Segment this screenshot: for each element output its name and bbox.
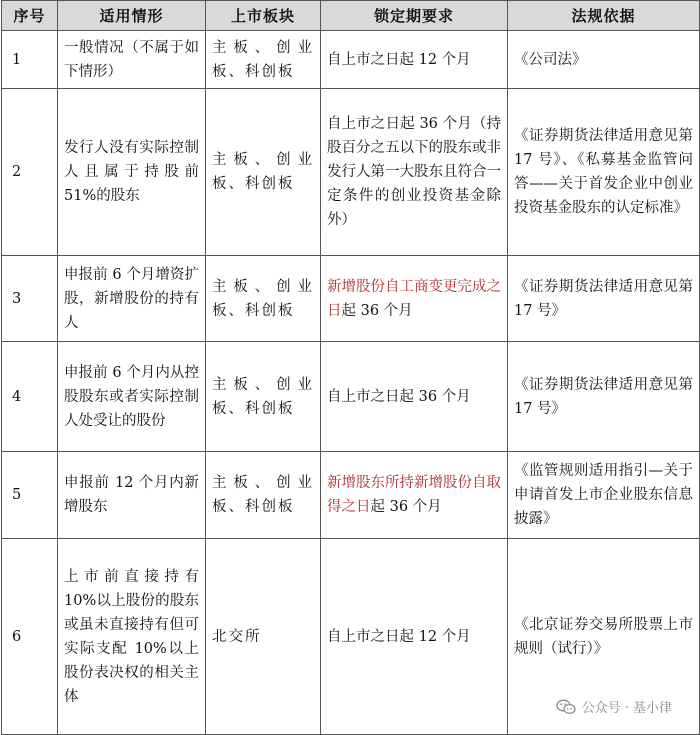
row-situation: 申报前 6 个月增资扩股，新增股份的持有人 (58, 256, 206, 342)
table-row (2, 452, 700, 539)
table-header-row (2, 1, 700, 31)
row-board: 北交所 (206, 539, 321, 735)
header-situation: 适用情形 (58, 1, 206, 31)
table-row (2, 31, 700, 89)
row-lock (321, 452, 508, 539)
lock-highlight: 新增股东所持新增股份自取得之日 (327, 475, 501, 515)
watermark (556, 697, 672, 716)
table-row (2, 89, 700, 256)
row-situation: 申报前 12 个月内新增股东 (58, 452, 206, 539)
row-no: 2 (2, 89, 58, 256)
row-board: 主板、创业板、科创板 (206, 256, 321, 342)
watermark-text: 公众号 · 基小律 (581, 701, 672, 716)
row-basis: 《北京证券交易所股票上市规则（试行）》 (508, 539, 700, 735)
row-no: 5 (2, 452, 58, 539)
row-situation: 上市前直接持有 10%以上股份的股东或虽未直接持有但可实际支配 10%以上股份表决权的相关主体 (58, 539, 206, 735)
lock-text: 起 36 个月 (341, 302, 413, 319)
lock-period-table (1, 0, 700, 735)
row-lock (321, 89, 508, 256)
lock-text: 自上市之日起 12 个月 (327, 628, 471, 645)
row-lock (321, 539, 508, 735)
row-lock (321, 342, 508, 452)
row-lock (321, 256, 508, 342)
lock-text: 自上市之日起 36 个月（持股百分之五以下的股东或非发行人第一大股东且符合一定条件的创业投资基金除外） (327, 116, 501, 228)
lock-text: 自上市之日起 12 个月 (327, 51, 471, 68)
header-lock: 锁定期要求 (321, 1, 508, 31)
row-board: 主板、创业板、科创板 (206, 31, 321, 89)
lock-text: 起 36 个月 (370, 499, 442, 515)
row-situation: 申报前 6 个月内从控股股东或者实际控制人处受让的股份 (58, 342, 206, 452)
row-board: 主板、创业板、科创板 (206, 452, 321, 539)
table-row (2, 342, 700, 452)
row-no: 1 (2, 31, 58, 89)
row-board: 主板、创业板、科创板 (206, 342, 321, 452)
row-situation: 发行人没有实际控制人且属于持股前 51%的股东 (58, 89, 206, 256)
lock-highlight: 新增股份自工商变更完成之日 (327, 278, 501, 319)
row-no: 4 (2, 342, 58, 452)
row-basis: 《证券期货法律适用意见第 17 号》、《私募基金监管问答——关于首发企业中创业投资基金股东的认定标准》 (508, 89, 700, 256)
row-basis: 《证券期货法律适用意见第 17 号》 (508, 256, 700, 342)
row-no: 3 (2, 256, 58, 342)
row-basis: 《监管规则适用指引—关于申请首发上市企业股东信息披露》 (508, 452, 700, 539)
header-board: 上市板块 (206, 1, 321, 31)
row-basis: 《证券期货法律适用意见第 17 号》 (508, 342, 700, 452)
header-no: 序号 (2, 1, 58, 31)
row-lock (321, 31, 508, 89)
table-row (2, 256, 700, 342)
lock-text: 自上市之日起 36 个月 (327, 388, 471, 405)
row-situation: 一般情况（不属于如下情形） (58, 31, 206, 89)
row-no: 6 (2, 539, 58, 735)
row-board: 主板、创业板、科创板 (206, 89, 321, 256)
row-basis: 《公司法》 (508, 31, 700, 89)
wechat-icon (556, 699, 576, 715)
header-basis: 法规依据 (508, 1, 700, 31)
